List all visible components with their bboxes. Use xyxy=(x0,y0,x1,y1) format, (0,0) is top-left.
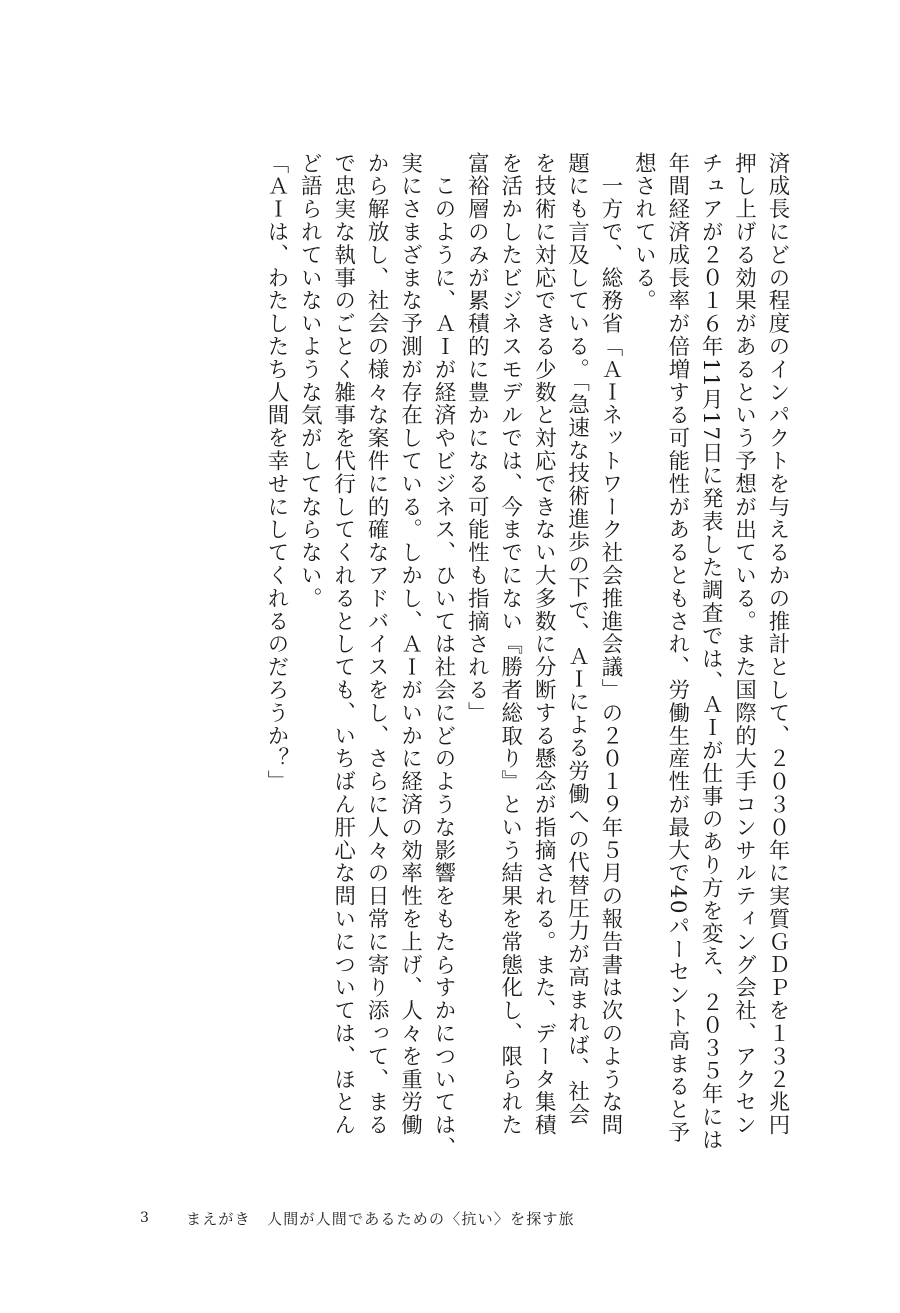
page-footer xyxy=(140,1203,575,1233)
text-line: 済成長にどの程度のインパクトを与えるかの推計として、２０３０年に実質ＧＤＰを１３２兆円 xyxy=(765,152,790,1137)
running-head: まえがき 人間が人間であるための〈抗い〉を探す旅 xyxy=(186,1209,575,1228)
text-line: 実にさまざまな予測が存在している。しかし、ＡＩがいかに経済の効率性を上げ、人々を重労働 xyxy=(397,152,423,1137)
body-text xyxy=(188,152,794,1162)
text-line: ど語られていないような気がしてならない。 xyxy=(297,152,323,610)
text-line: チュアが２０１６年11月17日に発表した調査では、ＡＩが仕事のあり方を変え、２０３５年には xyxy=(698,152,724,1152)
text-line: で忠実な執事のごとく雑事を代行してくれるとしても、いちばん肝心な問いについては、ほとん xyxy=(330,152,356,1137)
page-number: 3 xyxy=(140,1210,149,1226)
text-line: 「ＡＩは、わたしたち人間を幸せにしてくれるのだろうか？」 xyxy=(263,152,289,794)
text-line: このように、ＡＩが経済やビジネス、ひいては社会にどのような影響をもたらすかについては、 xyxy=(430,152,456,1160)
text-line: 題にも言及している。「急速な技術進歩の下で、ＡＩによる労働への代替圧力が高まれば、社会 xyxy=(564,152,590,1126)
text-line: 富裕層のみが累積的に豊かになる可能性も指摘される」 xyxy=(464,152,490,725)
text-line: 想されている。 xyxy=(631,152,657,313)
text-line: から解放し、社会の様々な案件に的確なアドバイスをし、さらに人々の日常に寄り添って、まる xyxy=(364,152,390,1137)
text-line: を活かしたビジネスモデルでは、今までにない『勝者総取り』という結果を常態化し、限られた xyxy=(497,152,523,1137)
text-line: 一方で、総務省「ＡＩネットワーク社会推進会議」の２０１９年５月の報告書は次のような問 xyxy=(597,152,623,1137)
text-line: 年間経済成長率が倍増する可能性があるともされ、労働生産性が最大で40パーセント高まると予 xyxy=(664,152,690,1145)
text-line: を技術に対応できる少数と対応できない大多数に分断する懸念が指摘される。また、データ集積 xyxy=(531,152,557,1137)
text-line: 押し上げる効果があるという予想が出ている。また国際的大手コンサルティング会社、アクセン xyxy=(731,152,757,1137)
